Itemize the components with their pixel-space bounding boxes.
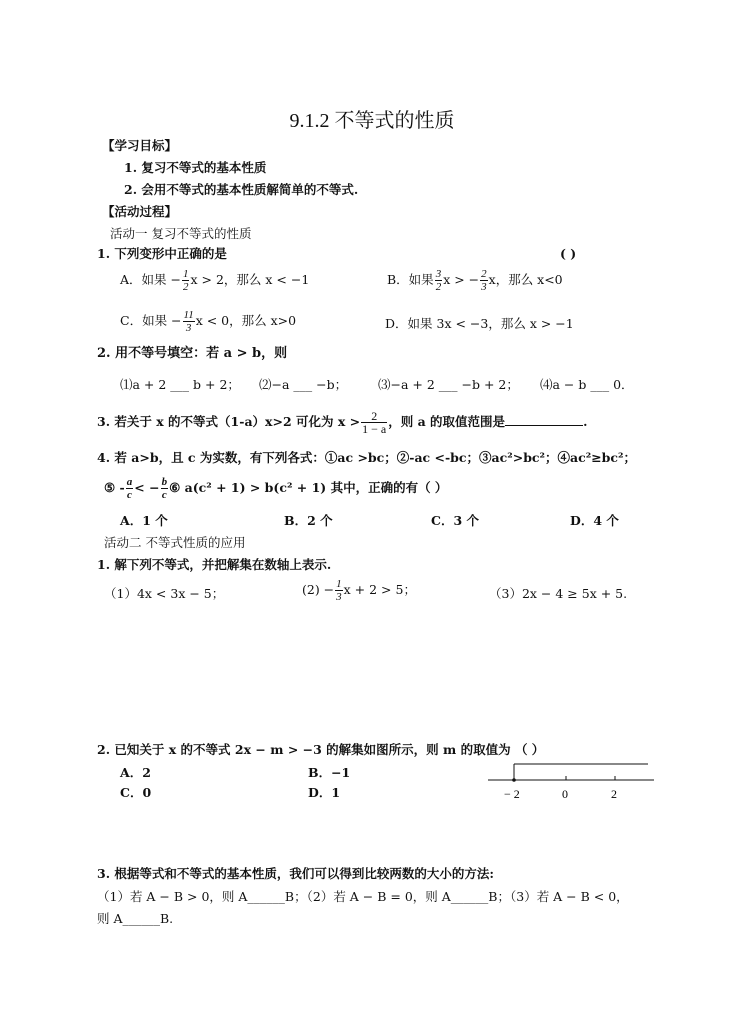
q6-option: B．−1	[308, 765, 351, 780]
q4-option: A．1 个	[120, 513, 168, 528]
goal-item: 2. 会用不等式的基本性质解简单的不等式.	[124, 182, 359, 197]
axis-label: − 2	[504, 787, 520, 801]
q3-answer-blank[interactable]	[505, 413, 583, 426]
q6-option: A．2	[120, 765, 151, 780]
goal-item: 1. 复习不等式的基本性质	[124, 160, 267, 175]
q6-stem: 2. 已知关于 x 的不等式 2x − m > −3 的解集如图所示，则 m 的取值为 （ ）	[97, 742, 545, 757]
q1-stem: 1. 下列变形中正确的是	[97, 246, 227, 261]
page-title: 9.1.2 不等式的性质	[289, 110, 455, 132]
q4-option: C．3 个	[431, 513, 479, 528]
q3-text: 3. 若关于 x 的不等式（1-a）x>2 可化为 x > $\frac{2}{1 - a}$ ，则 a 的取值范围是 .	[97, 409, 588, 436]
q2-item: ⑷a − b ___ 0．	[540, 377, 634, 392]
process-header: 【活动过程】	[102, 204, 178, 219]
q2-item: ⑶−a + 2 ___ −b + 2；	[378, 377, 519, 392]
q5-part-1: （1）4x < 3x − 5；	[104, 586, 225, 601]
q1-option-b: B．如果 $\frac{3}{2}$ x > − $\frac{2}{3}$ x，那么 x<0	[387, 268, 563, 293]
q7-line-1: （1）若 A − B > 0，则 A______B；（2）若 A − B = 0，则 A______B；（3）若 A − B < 0，	[97, 889, 629, 904]
q4-line2: ⑤ - $\frac{a}{c}$ < − $\frac{b}{c}$ ⑥ a(c² + 1) > b(c² + 1) 其中，正确的有（ ）	[104, 476, 448, 501]
activity-two-heading: 活动二 不等式性质的应用	[104, 535, 246, 550]
solution-endpoint	[512, 778, 516, 782]
q1-option-a: A．如果 − $\frac{1}{2}$ x > 2，那么 x < −1	[120, 268, 310, 293]
axis-label: 0	[562, 787, 568, 801]
q1-option-c: C．如果 − $\frac{11}{3}$ x < 0，那么 x>0	[120, 309, 297, 334]
q2-stem: 2. 用不等号填空：若 a > b，则	[97, 346, 288, 361]
q2-item: ⑵−a ___ −b；	[259, 377, 348, 392]
q1-answer-paren: ( )	[560, 246, 577, 261]
number-line-figure	[486, 758, 656, 804]
q4-stem: 4. 若 a>b，且 c 为实数，有下列各式：①ac >bc；②-ac <-bc；③ac²>bc²；④ac²≥bc²；	[97, 450, 637, 465]
q4-option: B．2 个	[284, 513, 333, 528]
q5-part-2: (2) − $\frac{1}{3}$ x + 2 > 5；	[302, 578, 416, 603]
q6-option: C．0	[120, 785, 152, 800]
q2-item: ⑴a + 2 ___ b + 2；	[120, 377, 240, 392]
q4-option: D．4 个	[570, 513, 619, 528]
q5-stem: 1. 解下列不等式，并把解集在数轴上表示.	[97, 557, 332, 572]
q7-line-2: 则 A______B.	[97, 911, 174, 926]
q5-part-3: （3）2x − 4 ≥ 5x + 5.	[489, 586, 628, 601]
goals-header: 【学习目标】	[102, 138, 178, 153]
activity-one-heading: 活动一 复习不等式的性质	[110, 226, 252, 241]
q7-stem: 3. 根据等式和不等式的基本性质，我们可以得到比较两数的大小的方法:	[97, 866, 495, 881]
q1-option-d: D．如果 3x < −3，那么 x > −1	[385, 316, 574, 331]
q6-option: D．1	[308, 785, 341, 800]
axis-label: 2	[611, 787, 617, 801]
